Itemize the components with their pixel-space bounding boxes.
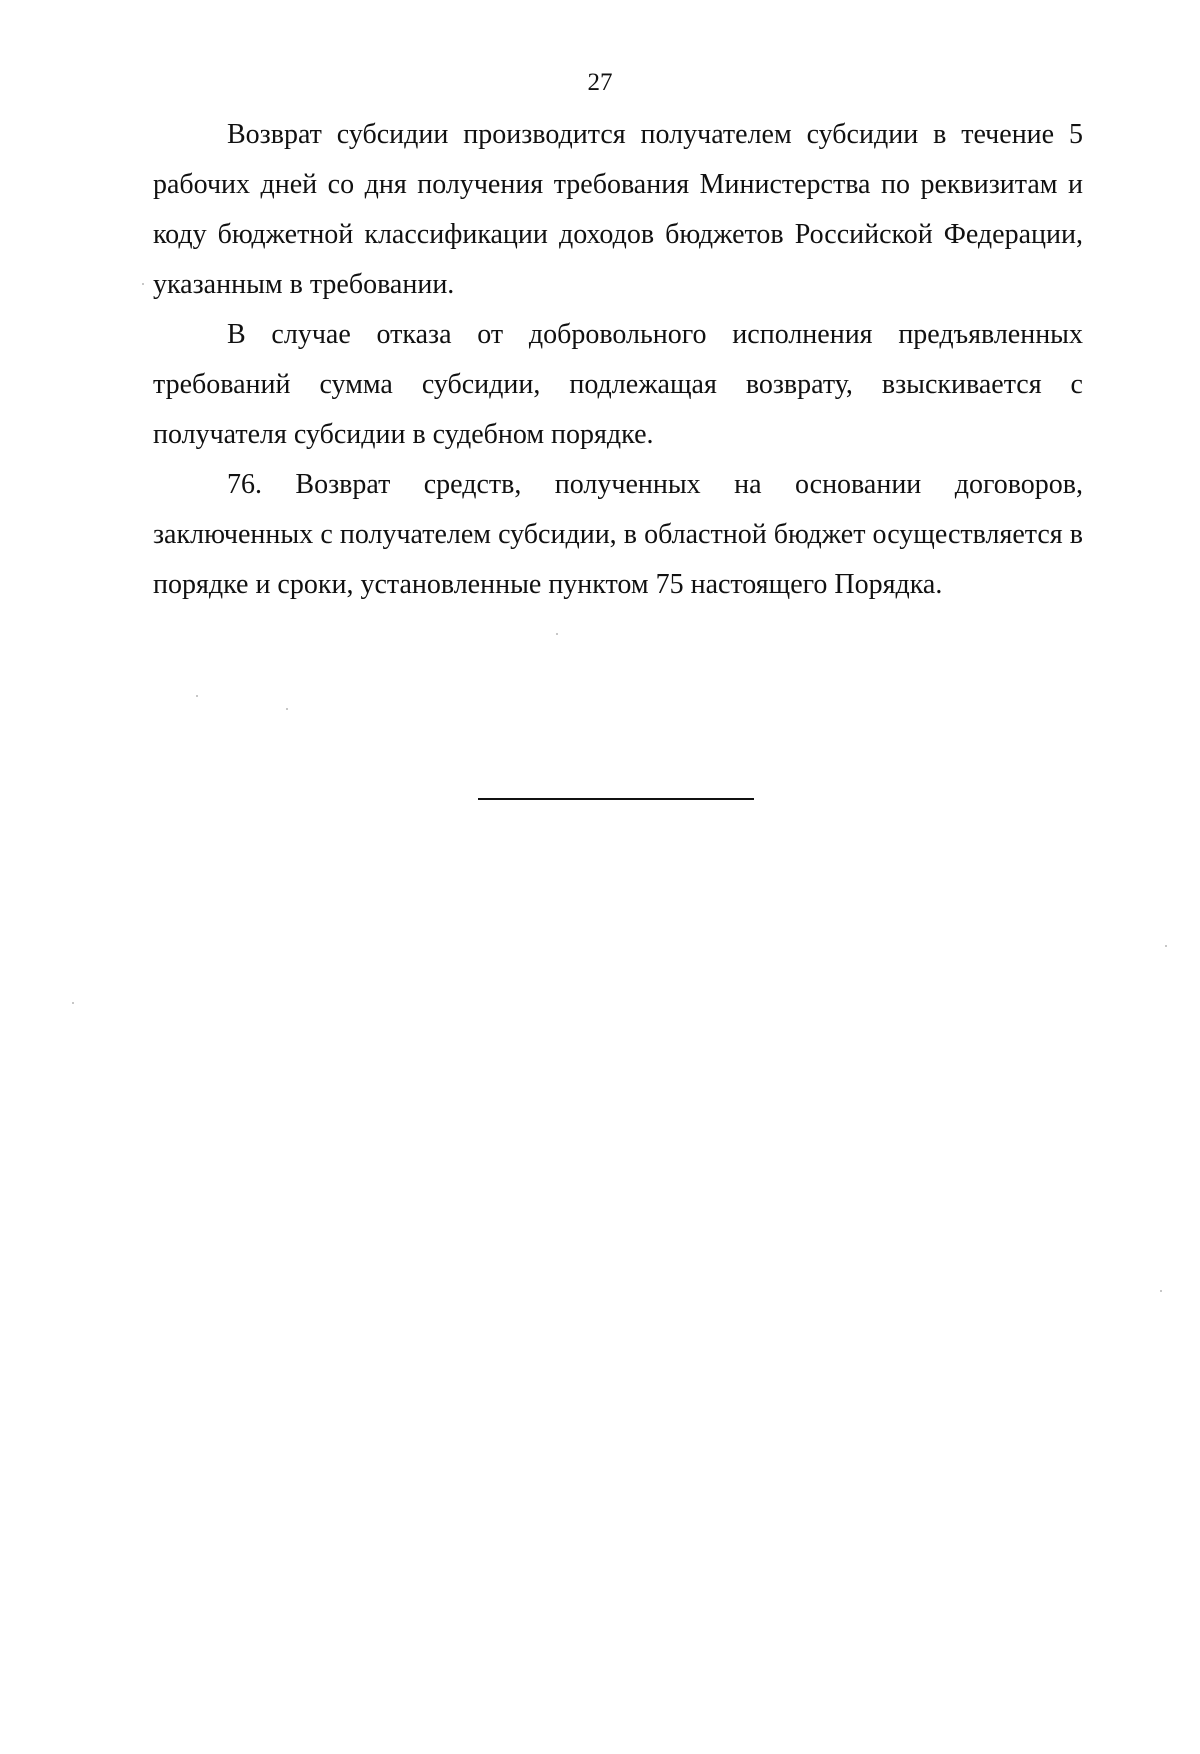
document-body — [153, 110, 1083, 610]
scan-speck — [556, 633, 558, 635]
end-of-text-divider — [478, 798, 754, 800]
page-number: 27 — [587, 69, 613, 96]
paragraph-76-return-of-funds: 76. Возврат средств, полученных на основании договоров, заключенных с получателем субсидии, в областной бюджет осуществляется в порядке и сроки, установленные пунктом 75 настоящего Порядка. — [153, 469, 1083, 600]
scan-speck — [196, 695, 198, 697]
paragraph-refusal-recovery: В случае отказа от добровольного исполнения предъявленных требований сумма субсидии, подлежащая возврату, взыскивается с получателя субсидии в судебном порядке. — [153, 319, 1083, 450]
scan-speck — [1160, 1290, 1162, 1292]
scan-speck — [72, 1002, 74, 1004]
scan-speck — [286, 708, 288, 710]
scan-speck — [1165, 945, 1167, 947]
paragraph-subsidy-return: Возврат субсидии производится получателем субсидии в течение 5 рабочих дней со дня получения требования Министерства по реквизитам и коду бюджетной классификации доходов бюджетов Российской Федерации, указанным в требовании. — [153, 119, 1083, 300]
scan-speck — [142, 283, 144, 285]
